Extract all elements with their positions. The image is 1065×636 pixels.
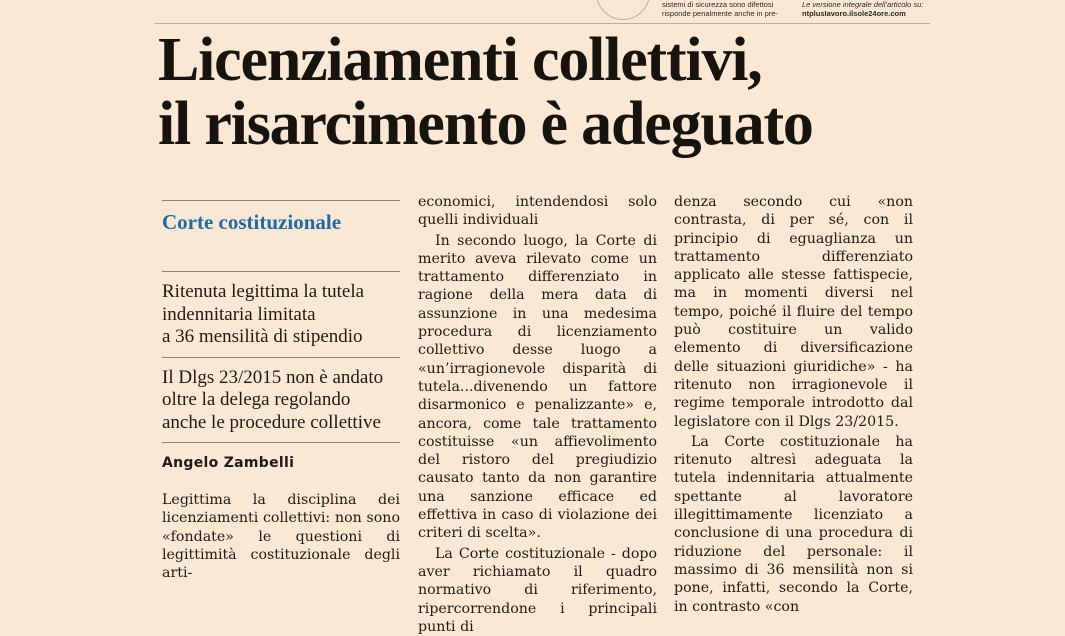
paragraph: denza secondo cui «non contrasta, di per sé, con il principio di eguaglianza un trattamento differenziato applicato alle stesse fattispecie, ma in momenti diversi nel tempo, poiché il fluire del tempo può costituire un valido elemento di diversificazione delle situazioni giuridiche» - ha ritenuto non irragionevole il regime temporale introdotto dal legislatore con il Dlgs 23/2015.	[674, 194, 913, 430]
paragraph: In secondo luogo, la Corte di merito aveva rilevato come un trattamento differenziato in ragione della mera data di assunzione in una medesima procedura di licenziamento collettivo desse luogo a «un’irragionevole disparità di tutela...divenendo un fattore disarmonico e penalizzante» e, ancora, come tale trattamento costituisse «un affievolimento del ristoro del pregiudizio causato tanto da non garantire una sanzione efficace ed effettiva in caso di violazione dei criteri di scelta».	[418, 232, 657, 542]
section-rubric: Corte costituzionale	[162, 210, 342, 234]
article-column-3	[674, 193, 913, 616]
subheading-2-line: anche le procedure collettive	[162, 411, 381, 433]
sidebar-divider	[162, 442, 400, 443]
subheading-2-line: oltre la delega regolando	[162, 389, 351, 410]
lede-paragraph: Legittima la disciplina dei licenziamenti collettivi: non sono «fondate» le questioni di legittimità costituzionale degli arti-	[162, 492, 400, 582]
top-note-url: ntplusIavoro.ilsole24ore.com	[802, 9, 906, 18]
subheading-1-line: Ritenuta legittima la tutela	[162, 281, 365, 302]
subheading-1-line: a 36 mensilità di stipendio	[162, 326, 363, 347]
subheading-2-line: Il Dlgs 23/2015 non è andato	[162, 366, 384, 388]
sidebar-column	[162, 200, 400, 582]
author-byline: Angelo Zambelli	[162, 455, 295, 471]
top-circle-ornament	[596, 0, 650, 20]
top-teaser-line: sistemi di sicurezza sono difettosi	[662, 0, 774, 9]
top-teaser-line: risponde penalmente anche in pre-	[662, 9, 778, 18]
paragraph: La Corte costituzionale - dopo aver richiamato il quadro normativo di riferimento, ripercorrendone i principali punti di	[418, 545, 657, 635]
headline-line-2: il risarcimento è adeguato	[158, 90, 813, 158]
top-strip	[0, 0, 1065, 24]
subheading-1-line: indennitaria limitata	[162, 303, 316, 325]
article-lede	[162, 491, 400, 582]
top-teaser	[662, 0, 792, 18]
top-note	[802, 0, 932, 18]
headline-line-1: Licenziamenti collettivi,	[158, 26, 762, 94]
article-column-2	[418, 193, 657, 636]
paragraph: economici, intendendosi solo quelli individuali	[418, 194, 657, 229]
subheading-2	[162, 358, 400, 443]
subheading-1	[162, 272, 400, 357]
top-divider	[155, 23, 930, 24]
top-note-label: Le versione integrale dell’articolo su:	[802, 0, 924, 9]
headline	[158, 28, 1058, 156]
paragraph: La Corte costituzionale ha ritenuto altresì adeguata la tutela indennitaria attualmente spettante al lavoratore illegittimamente licenziato a conclusione di una procedura di riduzione del personale: il massimo di 36 mensilità non si pone, infatti, secondo la Corte, in contrasto «con	[674, 433, 913, 615]
sidebar-divider	[162, 200, 400, 201]
